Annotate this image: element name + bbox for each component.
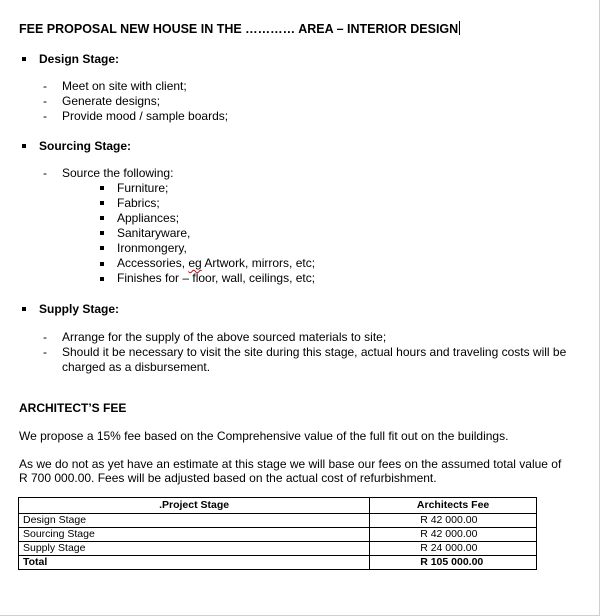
bullet-square-icon [100, 216, 104, 220]
cell-fee: R 42 000.00 [370, 528, 537, 542]
cell-stage: Sourcing Stage [19, 528, 370, 542]
sourcing-item-4: Sanitaryware, [117, 226, 191, 240]
sourcing-item-3: Appliances; [117, 211, 180, 225]
architect-fee-paragraph-2-line-2: R 700 000.00. Fees will be adjusted based on the actual cost of refurbishment. [19, 471, 437, 485]
dash-bullet: - [43, 345, 47, 359]
sourcing-item-5: Ironmongery, [117, 241, 187, 255]
spellcheck-word[interactable]: eg [188, 256, 202, 270]
bullet-square-icon [100, 231, 104, 235]
bullet-square-icon [22, 144, 26, 148]
supply-stage-heading: Supply Stage: [39, 302, 120, 316]
bullet-square-icon [100, 277, 104, 281]
table-row [19, 542, 537, 556]
table-header-row [19, 498, 537, 514]
bullet-square-icon [100, 246, 104, 250]
bullet-square-icon [22, 57, 26, 61]
cell-stage: Design Stage [19, 514, 370, 528]
architect-fee-paragraph-1: We propose a 15% fee based on the Comprehensive value of the full fit out on the buildings. [19, 429, 509, 443]
cell-fee: R 24 000.00 [370, 542, 537, 556]
design-item-3: Provide mood / sample boards; [62, 109, 229, 123]
table-total-row [19, 556, 537, 570]
column-header-architects-fee: Architects Fee [370, 498, 537, 514]
sourcing-item-finishes: Finishes for – floor, wall, ceilings, etc; [117, 271, 316, 285]
dash-bullet: - [43, 94, 47, 108]
table-row [19, 528, 537, 542]
bullet-square-icon [100, 186, 104, 190]
dash-bullet: - [43, 109, 47, 123]
sourcing-intro: Source the following: [62, 166, 174, 180]
dash-bullet: - [43, 330, 47, 344]
cell-fee: R 42 000.00 [370, 514, 537, 528]
cell-stage: Supply Stage [19, 542, 370, 556]
cell-total-fee: R 105 000.00 [370, 556, 537, 570]
cell-total-label: Total [19, 556, 370, 570]
design-stage-heading: Design Stage: [39, 52, 120, 66]
dash-bullet: - [43, 79, 47, 93]
design-item-1: Meet on site with client; [62, 79, 187, 93]
sourcing-item-2: Fabrics; [117, 196, 160, 210]
supply-item-2-line-1: Should it be necessary to visit the site during this stage, actual hours and traveling costs will be [62, 345, 567, 359]
supply-item-2-line-2: charged as a disbursement. [62, 360, 211, 374]
sourcing-item-accessories: Accessories, eg Artwork, mirrors, etc; [117, 256, 316, 270]
fee-table [18, 497, 537, 570]
table-row [19, 514, 537, 528]
bullet-square-icon [22, 307, 26, 311]
design-item-2: Generate designs; [62, 94, 161, 108]
architect-fee-heading: ARCHITECT’S FEE [19, 401, 127, 415]
supply-item-1: Arrange for the supply of the above sourced materials to site; [62, 330, 387, 344]
column-header-project-stage: .Project Stage [19, 498, 370, 514]
document-title: FEE PROPOSAL NEW HOUSE IN THE ………… AREA – INTERIOR DESIGN [19, 22, 459, 36]
dash-bullet: - [43, 166, 47, 180]
bullet-square-icon [100, 201, 104, 205]
text-cursor [459, 21, 460, 35]
sourcing-stage-heading: Sourcing Stage: [39, 139, 132, 153]
architect-fee-paragraph-2-line-1: As we do not as yet have an estimate at this stage we will base our fees on the assumed total value of [19, 457, 562, 471]
sourcing-item-1: Furniture; [117, 181, 169, 195]
bullet-square-icon [100, 262, 104, 266]
